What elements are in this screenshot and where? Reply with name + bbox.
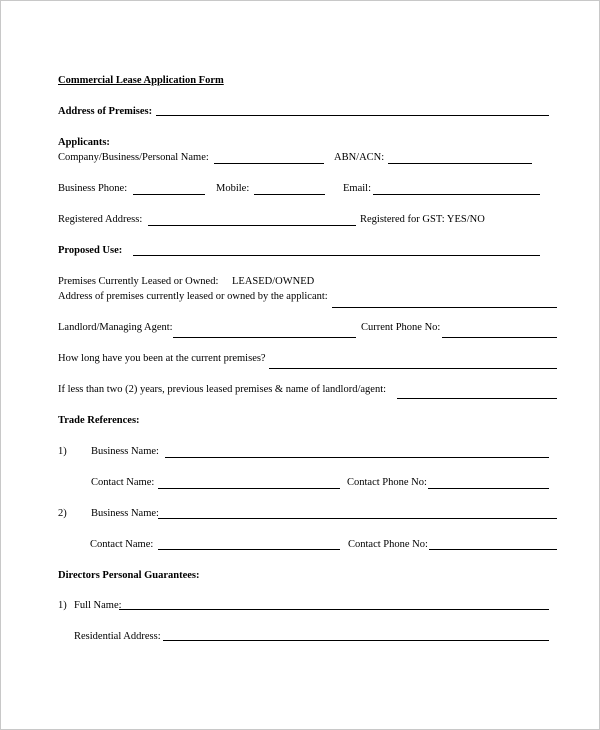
- landlord-agent-field[interactable]: [173, 337, 356, 338]
- mobile-label: Mobile:: [216, 183, 250, 194]
- trade-ref-2-contact-name-label: Contact Name:: [90, 539, 154, 550]
- current-phone-label: Current Phone No:: [361, 322, 441, 333]
- abn-acn-label: ABN/ACN:: [334, 152, 385, 163]
- trade-ref-1-business-name-label: Business Name:: [91, 446, 159, 457]
- trade-ref-1-contact-phone-field[interactable]: [428, 488, 549, 489]
- business-phone-label: Business Phone:: [58, 183, 128, 194]
- trade-ref-2-contact-phone-label: Contact Phone No:: [348, 539, 428, 550]
- registered-address-field[interactable]: [148, 225, 356, 226]
- form-title: Commercial Lease Application Form: [58, 75, 224, 86]
- trade-ref-2-contact-name-field[interactable]: [158, 549, 340, 550]
- business-phone-field[interactable]: [133, 194, 205, 195]
- trade-ref-2-business-name-label: Business Name:: [91, 508, 159, 519]
- landlord-agent-label: Landlord/Managing Agent:: [58, 322, 173, 333]
- previous-premises-label: If less than two (2) years, previous leased premises & name of landlord/agent:: [58, 384, 387, 395]
- registered-address-label: Registered Address:: [58, 214, 143, 225]
- email-label: Email:: [343, 183, 371, 194]
- company-name-field[interactable]: [214, 163, 324, 164]
- trade-reference-number: 2): [58, 508, 67, 519]
- registered-gst-label: Registered for GST: YES/NO: [360, 214, 485, 225]
- residential-address-label: Residential Address:: [74, 631, 161, 642]
- leased-owned-options[interactable]: LEASED/OWNED: [232, 276, 315, 287]
- director-number: 1): [58, 600, 67, 611]
- trade-references-heading: Trade References:: [58, 415, 140, 426]
- trade-reference-number: 1): [58, 446, 67, 457]
- trade-ref-1-business-name-field[interactable]: [165, 457, 549, 458]
- company-name-label: Company/Business/Personal Name:: [58, 152, 209, 163]
- address-current-premises-field[interactable]: [332, 307, 557, 308]
- full-name-label: Full Name:: [74, 600, 122, 611]
- proposed-use-label: Proposed Use:: [58, 245, 123, 256]
- abn-acn-field[interactable]: [388, 163, 532, 164]
- trade-ref-2-contact-phone-field[interactable]: [429, 549, 557, 550]
- trade-ref-2-business-name-field[interactable]: [158, 518, 557, 519]
- premises-leased-owned-label: Premises Currently Leased or Owned:: [58, 276, 219, 287]
- previous-premises-field[interactable]: [397, 398, 557, 399]
- full-name-field[interactable]: [119, 609, 549, 610]
- how-long-label: How long have you been at the current premises?: [58, 353, 266, 364]
- mobile-field[interactable]: [254, 194, 325, 195]
- applicants-heading: Applicants:: [58, 137, 110, 148]
- directors-heading: Directors Personal Guarantees:: [58, 570, 200, 581]
- proposed-use-field[interactable]: [133, 255, 540, 256]
- current-phone-field[interactable]: [442, 337, 557, 338]
- email-field[interactable]: [373, 194, 540, 195]
- trade-ref-1-contact-name-label: Contact Name:: [91, 477, 155, 488]
- trade-ref-1-contact-phone-label: Contact Phone No:: [347, 477, 427, 488]
- trade-ref-1-contact-name-field[interactable]: [158, 488, 340, 489]
- how-long-field[interactable]: [269, 368, 557, 369]
- residential-address-field[interactable]: [163, 640, 549, 641]
- address-of-premises-field[interactable]: [156, 115, 549, 116]
- address-current-premises-label: Address of premises currently leased or owned by the applicant:: [58, 291, 328, 302]
- address-of-premises-label: Address of Premises:: [58, 106, 153, 117]
